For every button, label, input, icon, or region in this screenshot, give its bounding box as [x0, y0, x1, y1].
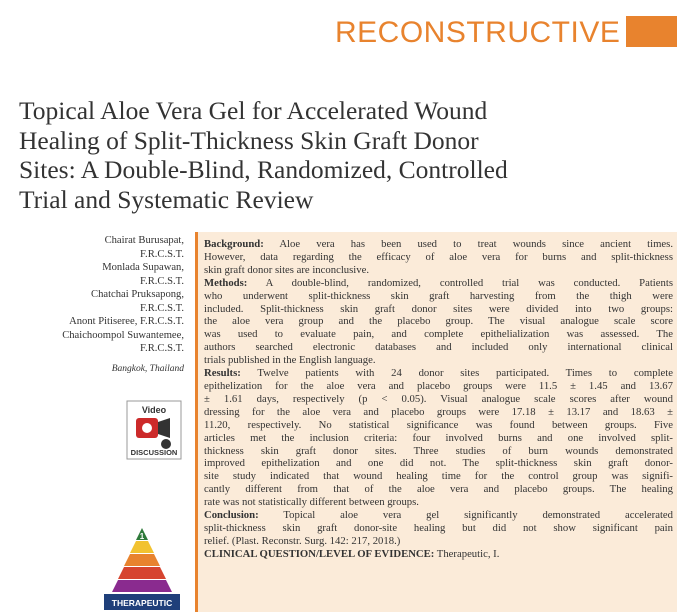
- clinical-question-label: CLINICAL QUESTION/LEVEL OF EVIDENCE:: [204, 547, 435, 560]
- section-label: Conclusion:: [204, 509, 259, 522]
- evidence-label: THERAPEUTIC: [111, 598, 173, 608]
- text-line: 11.20, respectively. No statistical significance was found between groups. Five: [204, 418, 673, 431]
- author-line: Chatchai Pruksapong,: [91, 289, 184, 300]
- pyramid-tier-3: [124, 554, 160, 566]
- abstract-methods: [204, 277, 673, 367]
- badge-label-discussion: DISCUSSION: [130, 448, 178, 457]
- author-list: [20, 234, 184, 376]
- text-line: trials published in the English language.: [204, 354, 376, 367]
- abstract-conclusion: [204, 509, 673, 548]
- text-line: the aloe vera group and the placebo group. The visual analogue scale score: [204, 315, 673, 328]
- author-line: Chairat Burusapat,: [104, 235, 184, 246]
- clinical-question: [204, 548, 673, 561]
- section-label: Background:: [204, 238, 264, 250]
- title-line: Healing of Split-Thickness Skin Graft Donor: [19, 125, 479, 155]
- clinical-question-value: Therapeutic, I.: [434, 547, 500, 560]
- evidence-level-pyramid: [100, 526, 184, 612]
- text-line: was used to evaluate pain, and complete epithelialization was assessed. The: [204, 328, 673, 341]
- text-line: split-thickness skin graft donor-site healing but did not show significant pain: [204, 521, 673, 534]
- text-line: improved epithelization and one did not. The split-thickness skin graft donor-: [204, 457, 673, 470]
- author-line: F.R.C.S.T.: [140, 248, 184, 260]
- badge-label-video: Video: [141, 405, 167, 415]
- text-line: thickness skin graft donor sites. Three studies of burn wounds demonstrated: [204, 444, 673, 457]
- text-line: However, data regarding the efficacy of aloe vera for burns and split-thickness: [204, 250, 673, 263]
- text-line: Aloe vera has been used to treat wounds since ancient times.: [263, 238, 673, 250]
- text-line: who underwent split-thickness skin graft harvesting from the thigh were: [204, 289, 673, 302]
- author-line: Monlada Supawan,: [102, 262, 184, 273]
- title-line: Topical Aloe Vera Gel for Accelerated Wound: [19, 96, 488, 125]
- text-line: cantly different from that of the aloe vera and placebo groups. The healing: [204, 483, 673, 496]
- text-line: authors searched electronic databases and included only international clinical: [204, 341, 673, 354]
- author-line: Chaichoompol Suwantemee,: [62, 329, 184, 341]
- text-line: relief. (Plast. Reconstr. Surg. 142: 217, 2018.): [204, 534, 401, 547]
- author-line: F.R.C.S.T.: [140, 343, 184, 354]
- section-label: Methods:: [204, 276, 248, 289]
- abstract-box: [195, 232, 677, 612]
- evidence-level-number: 1: [139, 532, 145, 541]
- section-header: RECONSTRUCTIVE: [335, 16, 621, 49]
- abstract-background: [204, 238, 673, 277]
- text-line: rate was not statistically different between groups.: [204, 496, 419, 509]
- abstract-results: [204, 367, 673, 509]
- text-line: articles met the inclusion criteria: four involved burns and one involved split-: [204, 431, 673, 444]
- author-line: F.R.C.S.T.: [140, 275, 184, 287]
- text-line: dressing for the aloe vera and placebo groups were 17.18 ± 13.17 and 18.63 ±: [204, 405, 673, 418]
- video-discussion-badge[interactable]: [126, 400, 182, 460]
- section-header-bar: [626, 16, 677, 47]
- text-line: Twelve patients with 24 donor sites participated. Times to complete: [240, 367, 673, 380]
- title-line: Trial and Systematic Review: [19, 184, 314, 214]
- author-location: Bangkok, Thailand: [111, 363, 184, 374]
- text-line: A double-blind, randomized, controlled trial was conducted. Patients: [247, 276, 673, 289]
- article-title: [19, 96, 659, 214]
- pyramid-tier-2: [130, 541, 154, 553]
- pyramid-tier-4: [118, 567, 166, 579]
- title-line: Sites: A Double-Blind, Randomized, Controlled: [19, 155, 508, 184]
- text-line: skin graft donor sites are inconclusive.: [204, 263, 370, 276]
- text-line: epithelization for the aloe vera and placebo groups were 11.5 ± 1.45 and 13.67: [204, 379, 673, 392]
- section-label: Results:: [204, 367, 241, 380]
- text-line: Topical aloe vera gel significantly demonstrated accelerated: [258, 509, 673, 522]
- text-line: site study indicated that wound healing time for the control group was signifi-: [204, 470, 673, 483]
- author-line: F.R.C.S.T.: [140, 302, 184, 314]
- pyramid-tier-5: [112, 580, 172, 592]
- author-line: Anont Pitiseree, F.R.C.S.T.: [69, 316, 184, 327]
- text-line: ± 1.61 days, respectively (p < 0.05). Visual analogue scale scores after wound: [204, 392, 673, 405]
- text-line: included. Split-thickness skin graft donor sites were divided into two groups:: [204, 302, 673, 315]
